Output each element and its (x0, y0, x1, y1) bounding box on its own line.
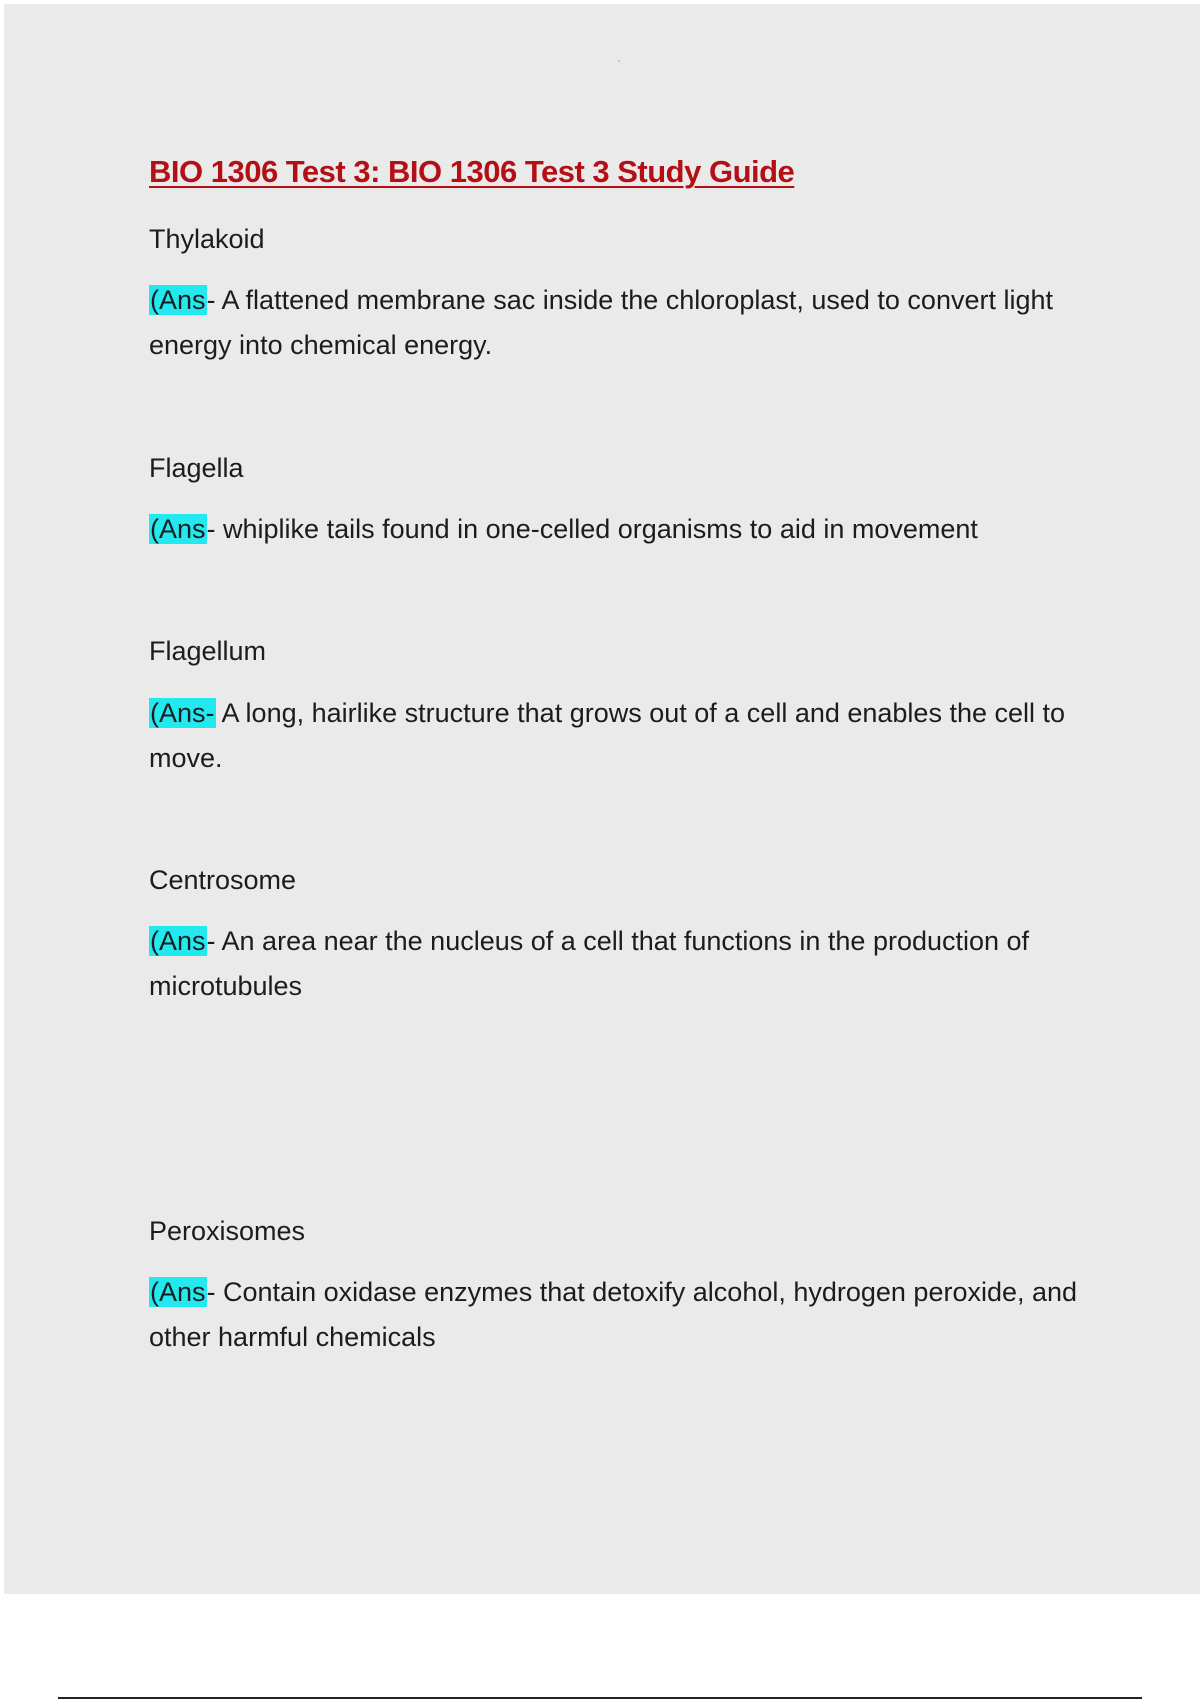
answer-text: - whiplike tails found in one-celled organisms to aid in movement (206, 514, 978, 544)
term-centrosome: Centrosome (149, 865, 297, 895)
term-thylakoid: Thylakoid (149, 224, 265, 254)
ans-highlight: (Ans- (150, 698, 215, 728)
answer-flagellum (149, 691, 1099, 781)
answer-thylakoid (149, 278, 1099, 368)
term-flagella: Flagella (149, 453, 244, 483)
answer-flagella (149, 507, 1099, 552)
answer-centrosome (149, 919, 1099, 1009)
ans-highlight: (Ans (150, 1277, 206, 1307)
document-title: BIO 1306 Test 3: BIO 1306 Test 3 Study Guide (149, 154, 795, 189)
answer-text: - An area near the nucleus of a cell that functions in the production of microtubules (149, 926, 1030, 1001)
footer-divider (58, 1697, 1142, 1699)
term-peroxisomes: Peroxisomes (149, 1216, 306, 1246)
answer-text: - A flattened membrane sac inside the chloroplast, used to convert light energy into chemical energy. (149, 285, 1054, 360)
scan-speck (618, 60, 620, 62)
document-page (4, 4, 1200, 1594)
term-flagellum: Flagellum (149, 636, 267, 666)
answer-text: - Contain oxidase enzymes that detoxify alcohol, hydrogen peroxide, and other harmful chemicals (149, 1277, 1078, 1352)
answer-peroxisomes (149, 1270, 1099, 1360)
ans-highlight: (Ans (150, 514, 206, 544)
ans-highlight: (Ans (150, 285, 206, 315)
answer-text: A long, hairlike structure that grows out of a cell and enables the cell to move. (149, 698, 1066, 773)
ans-highlight: (Ans (150, 926, 206, 956)
